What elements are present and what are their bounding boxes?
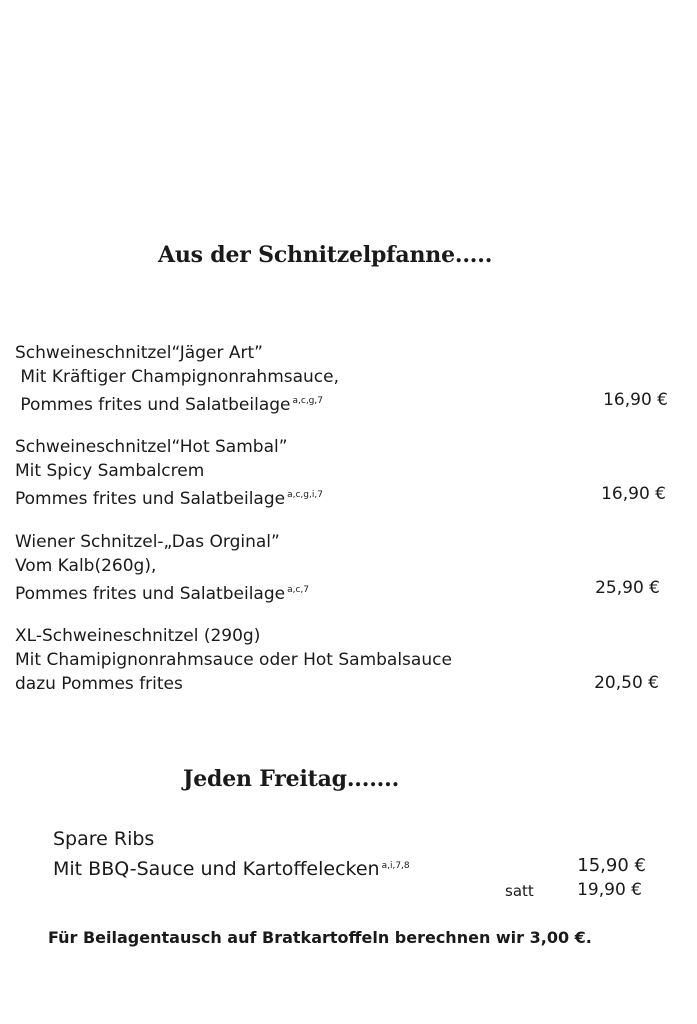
menu-item <box>15 435 323 511</box>
item-description: Vom Kalb(260g), <box>15 556 157 576</box>
allergen-codes: a,c,g,7 <box>292 396 323 406</box>
allergen-codes: a,c,7 <box>287 585 310 595</box>
allergen-codes: a,c,g,i,7 <box>287 490 323 500</box>
section-title-freitag: Jeden Freitag....... <box>183 766 400 792</box>
item-sides: Pommes frites und Salatbeilage <box>15 489 286 509</box>
item-name: Schweineschnitzel“Hot Sambal” <box>15 437 288 457</box>
footer-note: Für Beilagentausch auf Bratkartoffeln berechnen wir 3,00 €. <box>48 928 592 947</box>
section-title-schnitzelpfanne: Aus der Schnitzelpfanne..... <box>158 242 493 268</box>
item-price: 20,50 € <box>594 673 659 693</box>
item-name: Schweineschnitzel“Jäger Art” <box>15 343 263 363</box>
item-description: Mit Kräftiger Champignonrahmsauce, <box>15 367 340 387</box>
item-price: 16,90 € <box>601 484 666 504</box>
item-name: XL-Schweineschnitzel (290g) <box>15 626 261 646</box>
item-price: 15,90 € <box>577 855 646 876</box>
menu-item <box>15 341 339 417</box>
item-description: Mit BBQ-Sauce und Kartoffelecken <box>53 858 380 880</box>
item-description: Mit Spicy Sambalcrem <box>15 461 205 481</box>
item-name: Spare Ribs <box>53 828 155 850</box>
item-sides: Pommes frites und Salatbeilage <box>15 584 286 604</box>
menu-item <box>53 826 410 883</box>
item-price: 25,90 € <box>595 578 660 598</box>
item-sides: dazu Pommes frites <box>15 674 183 694</box>
item-description: Mit Chamipignonrahmsauce oder Hot Sambalsauce <box>15 650 452 670</box>
menu-item <box>15 624 452 696</box>
item-price: 16,90 € <box>603 390 668 410</box>
item-name: Wiener Schnitzel-„Das Orginal” <box>15 532 280 552</box>
menu-item <box>15 530 309 606</box>
allergen-codes: a,i,7,8 <box>381 861 410 871</box>
satt-price: 19,90 € <box>577 880 642 900</box>
item-sides: Pommes frites und Salatbeilage <box>15 395 291 415</box>
satt-label: satt <box>505 882 534 900</box>
